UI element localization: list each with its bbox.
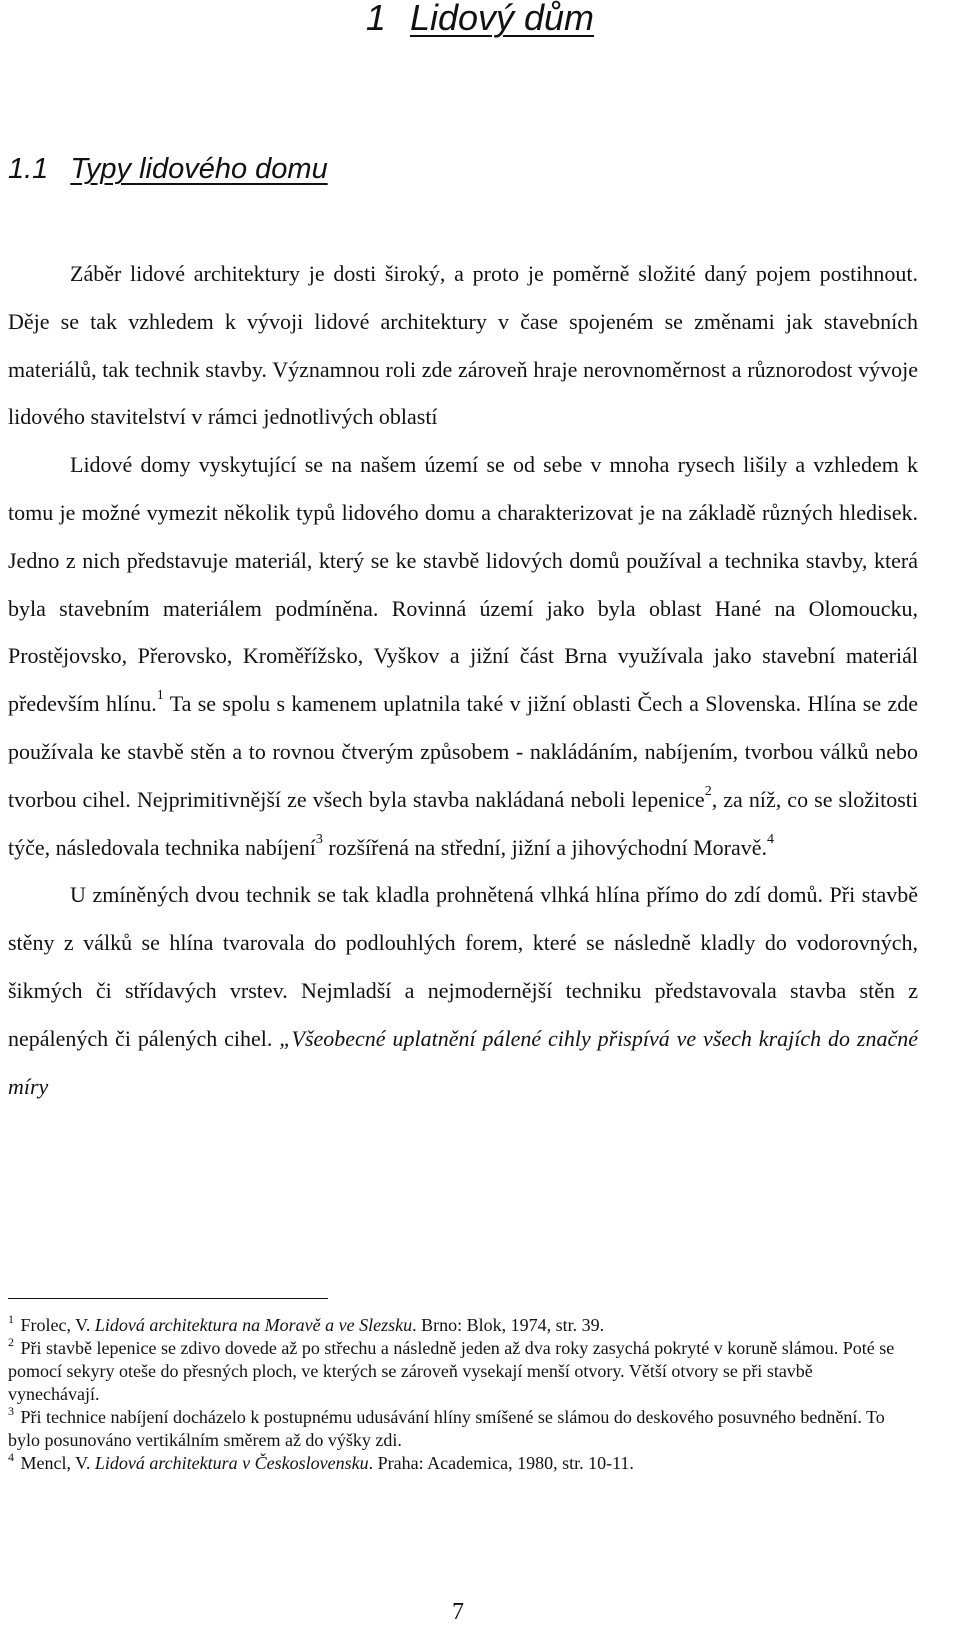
footnote-ref-2[interactable]: 2 xyxy=(704,783,712,799)
section-number: 1.1 xyxy=(8,153,49,185)
footnote-2 xyxy=(8,1337,908,1406)
footnote-ref-4[interactable]: 4 xyxy=(767,831,775,847)
section-title: Typy lidového domu xyxy=(70,153,328,185)
page-number: 7 xyxy=(452,1599,464,1625)
footnote-3 xyxy=(8,1406,908,1452)
paragraph-2-part-c: , za níž, co se složitosti týče, následovala technika nabíjení xyxy=(8,786,918,860)
footnote-separator xyxy=(8,1298,328,1299)
footnote-1-publication: . Brno: Blok, 1974, str. 39. xyxy=(412,1315,605,1335)
paragraph-3 xyxy=(8,871,918,1110)
paragraph-2-part-d: rozšířená na střední, jižní a jihovýchodní Moravě. xyxy=(322,834,768,860)
footnote-4 xyxy=(8,1452,908,1475)
footnote-1 xyxy=(8,1314,908,1337)
footnote-3-number: 3 xyxy=(8,1404,14,1418)
footnote-1-number: 1 xyxy=(8,1312,14,1326)
footnote-2-text: Při stavbě lepenice se zdivo dovede až po střechu a následně jeden až dva roky zasychá pokryté v koruně slámou. Poté se pomocí sekyry oteše do přesných ploch, ve kterých se zároveň vysekají menší otvory. Větší otvory se při stavbě vynechávají. xyxy=(8,1338,895,1404)
paragraph-3-text: U zmíněných dvou technik se tak kladla prohnětená vlhká hlína přímo do zdí domů. Při stavbě stěny z válků se hlína tvarovala do podlouhlých forem, které se následně kladly do vodorovných, šikmých či střídavých vrstev. Nejmladší a nejmodernější techniku představovala stavba stěn z nepálených či pálených cihel. xyxy=(8,882,918,1051)
footnote-3-text: Při technice nabíjení docházelo k postupnému udusávání hlíny smíšené se slámou do deskového posuvného bednění. To bylo posunováno vertikálním směrem až do výšky zdi. xyxy=(8,1407,885,1450)
footnote-ref-1[interactable]: 1 xyxy=(156,688,164,704)
footnote-4-author: Mencl, V. xyxy=(20,1453,95,1473)
paragraph-2 xyxy=(8,441,918,871)
paragraph-2-part-a: Lidové domy vyskytující se na našem území se od sebe v mnoha rysech lišily a vzhledem k tomu je možné vymezit několik typů lidového domu a charakterizovat je na základě různých hledisek. Jedno z nich představuje materiál, který se ke stavbě lidových domů používal a technika stavby, která byla stavebním materiálem podmíněna. Rovinná území jako byla oblast Hané na Olomoucku, Prostějovsko, Přerovsko, Kroměřížsko, Vyškov a jižní část Brna využívala jako stavební materiál především hlínu. xyxy=(8,452,918,717)
body-text xyxy=(8,250,918,1110)
paragraph-3-quote: „Všeobecné uplatnění pálené cihly přispívá ve všech krajích do značné míry xyxy=(8,1025,918,1099)
paragraph-1: Záběr lidové architektury je dosti široký, a proto je poměrně složité daný pojem postihnout. Děje se tak vzhledem k vývoji lidové architektury v čase spojeném se změnami jak stavebních materiálů, tak technik stavby. Významnou roli zde zároveň hraje nerovnoměrnost a různorodost vývoje lidového stavitelství v rámci jednotlivých oblastí xyxy=(8,261,918,430)
footnotes xyxy=(8,1314,908,1475)
chapter-heading xyxy=(0,0,960,38)
footnote-4-title: Lidová architektura v Československu xyxy=(94,1453,369,1473)
footnote-4-number: 4 xyxy=(8,1450,14,1464)
footnote-4-publication: . Praha: Academica, 1980, str. 10-11. xyxy=(368,1453,634,1473)
section-heading xyxy=(8,152,328,186)
chapter-title: Lidový dům xyxy=(409,0,595,38)
footnote-1-title: Lidová architektura na Moravě a ve Slezsku xyxy=(94,1315,413,1335)
footnote-1-author: Frolec, V. xyxy=(20,1315,95,1335)
footnote-2-number: 2 xyxy=(8,1335,14,1349)
footnote-ref-3[interactable]: 3 xyxy=(315,831,323,847)
paragraph-2-part-b: Ta se spolu s kamenem uplatnila také v jižní oblasti Čech a Slovenska. Hlína se zde používala ke stavbě stěn a to rovnou čtverým způsobem - nakládáním, nabíjením, tvorbou válků nebo tvorbou cihel. Nejprimitivnější ze všech byla stavba nakládaná neboli lepenice xyxy=(8,691,918,812)
chapter-number: 1 xyxy=(365,0,386,38)
